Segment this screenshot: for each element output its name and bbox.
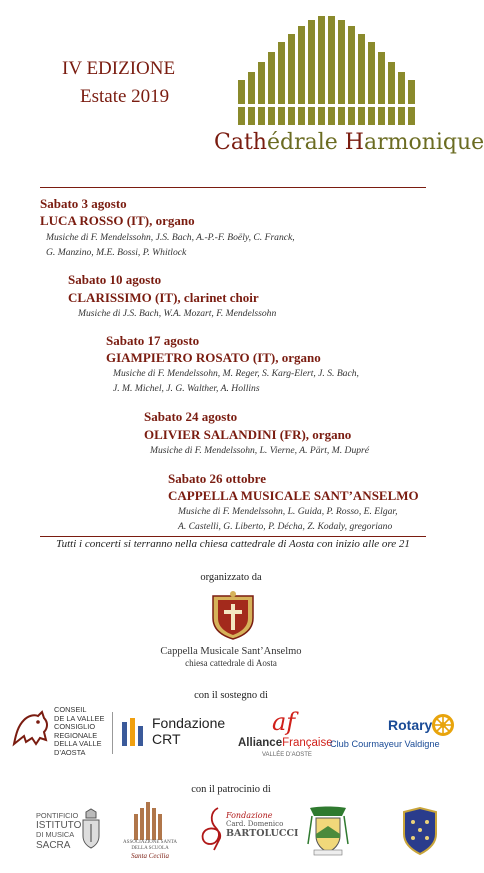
season-title: Estate 2019: [80, 86, 170, 107]
organizer-subtitle: chiesa cattedrale di Aosta: [185, 658, 277, 668]
concert-artist: CAPPELLA MUSICALE SANT’ANSELMO: [168, 488, 419, 503]
pims-logo: PONTIFICIO ISTITUTO DI MUSICA SACRA: [36, 811, 82, 851]
concert-program: Musiche di J.S. Bach, W.A. Mozart, F. Mendelssohn: [78, 308, 277, 319]
rotary-wheel-icon: [432, 714, 454, 736]
concert-program: J. M. Michel, J. G. Walther, A. Hollins: [113, 383, 260, 394]
bottom-divider: [40, 536, 426, 537]
concert-program: G. Manzino, M.E. Bossi, P. Whitlock: [46, 247, 187, 258]
organizer-label: organizzato da: [200, 572, 262, 583]
organizer-name: Cappella Musicale Sant’Anselmo: [160, 646, 302, 657]
cappella-crest-icon: [209, 590, 257, 640]
fondazione-crt-icon: [120, 716, 150, 748]
support-label: con il sostegno di: [194, 690, 268, 701]
concert-program: Musiche di F. Mendelssohn, L. Vierne, A. Pärt, M. Dupré: [150, 445, 370, 456]
concert-program: A. Castelli, G. Liberto, P. Décha, Z. Kodaly, gregoriano: [178, 521, 393, 532]
aosta-city-arms-icon: [398, 806, 442, 856]
concert-program: Musiche di F. Mendelssohn, L. Guida, P. Rosso, E. Elgar,: [178, 506, 398, 517]
concert-date: Sabato 24 agosto: [144, 409, 238, 424]
support-separator: [112, 712, 113, 754]
concert-artist: CLARISSIMO (IT), clarinet choir: [68, 290, 259, 305]
concert-program: Musiche di F. Mendelssohn, M. Reger, S. Karg-Elert, J. S. Bach,: [113, 368, 359, 379]
rotary-club-name: Club Courmayeur Valdigne: [330, 739, 440, 749]
santa-cecilia-text: ASSOCIAZIONE SANTA DELLA SCUOLA Santa Cecilia: [123, 840, 177, 860]
santa-cecilia-organ-icon: [132, 800, 166, 840]
bartolucci-logo: Fondazione Card. Domenico BARTOLUCCI: [226, 811, 299, 839]
concert-artist: LUCA ROSSO (IT), organo: [40, 213, 195, 228]
concert-program: Musiche di F. Mendelssohn, J.S. Bach, A.-P.-F. Boëly, C. Franck,: [46, 232, 295, 243]
concert-date: Sabato 26 ottobre: [168, 471, 266, 486]
valle-aosta-lion-icon: [8, 706, 52, 750]
alliance-francaise-icon: [270, 706, 298, 736]
fondazione-crt-logo: Fondazione CRT: [152, 715, 226, 747]
rotary-logo: Rotary: [388, 717, 433, 733]
bishop-coat-of-arms-icon: [304, 804, 352, 856]
conseil-text: CONSEIL DE LA VALLEE CONSIGLIO REGIONALE DELLA VALLE D’AOSTA: [54, 705, 105, 757]
top-divider: [40, 187, 426, 188]
concert-date: Sabato 17 agosto: [106, 333, 200, 348]
venue-note: Tutti i concerti si terranno nella chiesa cattedrale di Aosta con inizio alle ore 21: [56, 538, 410, 550]
alliance-francaise-sub: VALLÉE D’AOSTE: [262, 752, 312, 758]
alliance-francaise-logo: AllianceFrançaise: [238, 737, 333, 749]
concert-artist: OLIVIER SALANDINI (FR), organo: [144, 427, 352, 442]
edition-title: IV EDIZIONE: [62, 58, 176, 79]
patronage-label: con il patrocinio di: [191, 784, 271, 795]
organ-pipes-logo: [232, 10, 432, 130]
concert-artist: GIAMPIETRO ROSATO (IT), organo: [106, 350, 321, 365]
papal-coat-of-arms-icon: [78, 808, 104, 852]
brand-name: Cathédrale Harmonique: [214, 130, 484, 155]
concert-date: Sabato 3 agosto: [40, 196, 127, 211]
svg-text:af: af: [272, 708, 296, 736]
concert-date: Sabato 10 agosto: [68, 272, 162, 287]
